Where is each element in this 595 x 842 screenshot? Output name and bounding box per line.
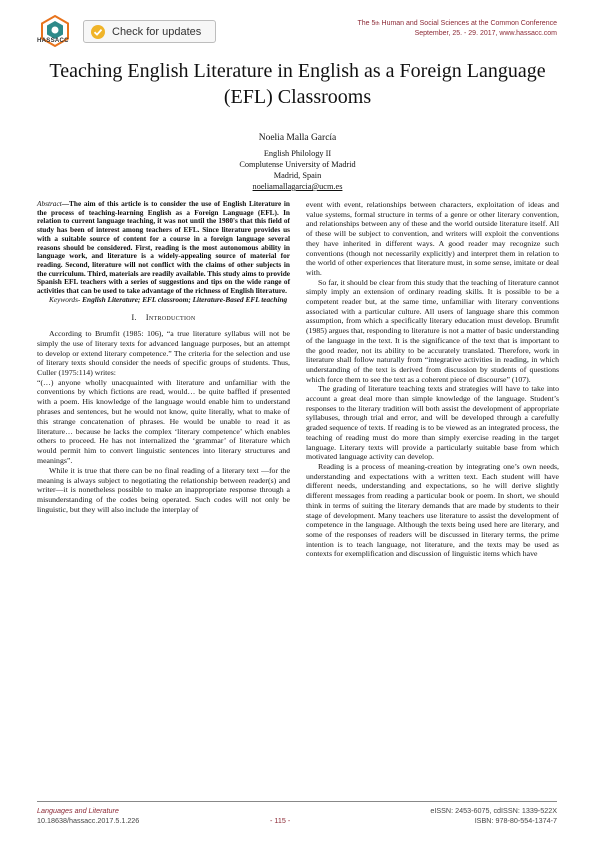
footer-isbn: ISBN: 978-80-554-1374-7	[474, 816, 557, 825]
conference-dates: September, 25. - 29. 2017, www.hassacc.com	[414, 30, 557, 37]
footer-issn: eISSN: 2453-6075, cdISSN: 1339-522X	[430, 806, 557, 815]
body-paragraph-2: So far, it should be clear from this study that the teaching of literature cannot simply imply an extension of ordinary reading skills. It is possible to be a competent reader but, at the same time, unfamiliar with literary conventions associated with a particular culture. All users of language share this common assumption, from which a specifically literary education must develop. Brumfit (1985) argues that, responding to literature is not a matter of basic understanding of the language in the text. It is the significance of the text that is important to the good reader, not its ability to be accurately translated. Therefore, work in literature shall follow naturally from “integrative activities in reading, in which understanding of the text is derived from discussion by students of questions which force them to see the text as a coherent piece of discourse” (107).	[306, 277, 559, 384]
page-number: - 115 -	[270, 816, 291, 825]
affiliation-university: Complutense University of Madrid	[239, 160, 356, 169]
author-block	[150, 133, 445, 192]
keywords-text: English Literature; EFL classroom; Literature-Based EFL teaching	[80, 294, 288, 304]
conference-info	[357, 19, 557, 39]
section-number: I.	[131, 313, 137, 323]
check-for-updates-button[interactable]	[83, 20, 216, 43]
right-column	[306, 200, 559, 559]
footer-right	[430, 806, 557, 826]
intro-paragraph-2: While it is true that there can be no final reading of a literary text —for the meaning is always subject to negotiating the relationship between reader(s) and writer—it is nonetheless possible to make an inappropriate response through a misunderstanding of the codes being operated. Such codes will not only be linguistic, but they will also include the interplay of	[37, 465, 290, 514]
body-paragraph-3: The grading of literature teaching texts and strategies will have to take into account a great deal more than simple knowledge of the language. Student’s responses to the literary tradition will both assist the development of appropriate syllabuses, through trial and error, and will be developed through a carefully graded sequence of texts. If reading is to be viewed as an integrated process, the teaching of reading must do more than simply exercise reading in the target language. Literary texts will provide a particularly suitable base from which motivated language activity can develop.	[306, 384, 559, 462]
abstract	[37, 200, 290, 296]
abstract-text: —The aim of this article is to consider the use of English Literature in the process of teaching-learning English as a Foreign Language (EFL). In relation to current language teaching, it was not until the 1980's that this field of study has been of interest among teachers of EFL. Since literature provides us with a suitable source of content for a course in a foreign language several reasons should be considered. First, reading is the most autonomous ability in language work, and literature is a widely-appealing source of material for reading. Second, literature will not conflict with the claims of other subjects in the curriculum. Third, materials are readily available. This study aims to provide Spanish EFL teachers with a series of suggestions and tips on the wide range of activities that can be used to take advantage of the richness of English literature.	[37, 199, 290, 296]
conference-name: The 5th Human and Social Sciences at the Common Conference	[357, 20, 557, 27]
check-for-updates-label: Check for updates	[112, 25, 202, 38]
left-column	[37, 200, 290, 514]
logo-text: HASSACC	[37, 38, 69, 44]
intro-paragraph-1: According to Brumfit (1985: 106), “a true literature syllabus will not be simply the use of literary texts for advanced language purposes, but an attempt to develop or extend literary competence.” The criteria for the selection and use of literary texts should consider the needs of specific groups of students. Thus, Culler (1975:114) writes:	[37, 329, 290, 377]
author-email[interactable]: noeliamallagarcia@ucm.es	[252, 182, 343, 191]
section-heading	[37, 313, 290, 323]
abstract-label: Abstract	[37, 199, 62, 208]
affiliation-department: English Philology II	[263, 149, 332, 158]
block-quote: “(…) anyone wholly unacquainted with literature and unfamiliar with the conventions by which fictions are read, would… be quite baffled if presented with a poem. His knowledge of the language would enable him to understand phrases and sentences, but he would not know, quite literally, what to make of this strange concatenation of phrases. He would be unable to read it as literature… because he lacks the complex ‘literary competence’ which enables others to proceed. He has not internalized the ‘grammar’ of literature which would permit him to convert linguistic sentences into literary structures and meanings”.	[37, 377, 290, 466]
body-paragraph-4: Reading is a process of meaning-creation by integrating one’s own needs, understanding and expectations with a written text. Each student will have different needs, understanding and expectations, so he will derive slightly different messages from reading a particular book or poem. In short, we should think in terms of suiting the literary demands that are made by students to their stage of development. Many teachers use literature to assist the development of competence in the language. Although the texts being used here are literary, and some of the responses of readers will be discussed in literary terms, the prime intention is to teach language, not literature, and the texts may be used as contexts for exemplification and discussion of linguistic items which have	[306, 461, 559, 559]
paper-title: Teaching English Literature in English as a Foreign Language (EFL) Classrooms	[49, 60, 546, 108]
keywords	[37, 296, 290, 305]
keywords-label: Keywords-	[49, 294, 81, 304]
footer-divider	[37, 801, 557, 802]
section-title: Introduction	[145, 313, 196, 323]
refresh-check-icon	[90, 24, 106, 40]
footer-left	[37, 806, 139, 826]
footer-doi[interactable]: 10.18638/hassacc.2017.5.1.226	[37, 816, 140, 825]
footer-section-name: Languages and Literature	[37, 806, 119, 815]
author-name: Noelia Malla García	[258, 133, 337, 143]
affiliation-location: Madrid, Spain	[273, 171, 322, 180]
body-paragraph-1: event with event, relationships between characters, exploitation of ideas and value systems, formal structure in terms of a genre or other literary convention, and relationships between any of these and the world outside literature itself. All of these will be subject to convention, and writers will exploit the conventions they have inherited in different ways. A good reader may recognize such conventions (though not necessarily explicitly) and interpret them in relation to the world of other experiences that literature must, in some sense, imitate or deal with.	[306, 200, 559, 277]
